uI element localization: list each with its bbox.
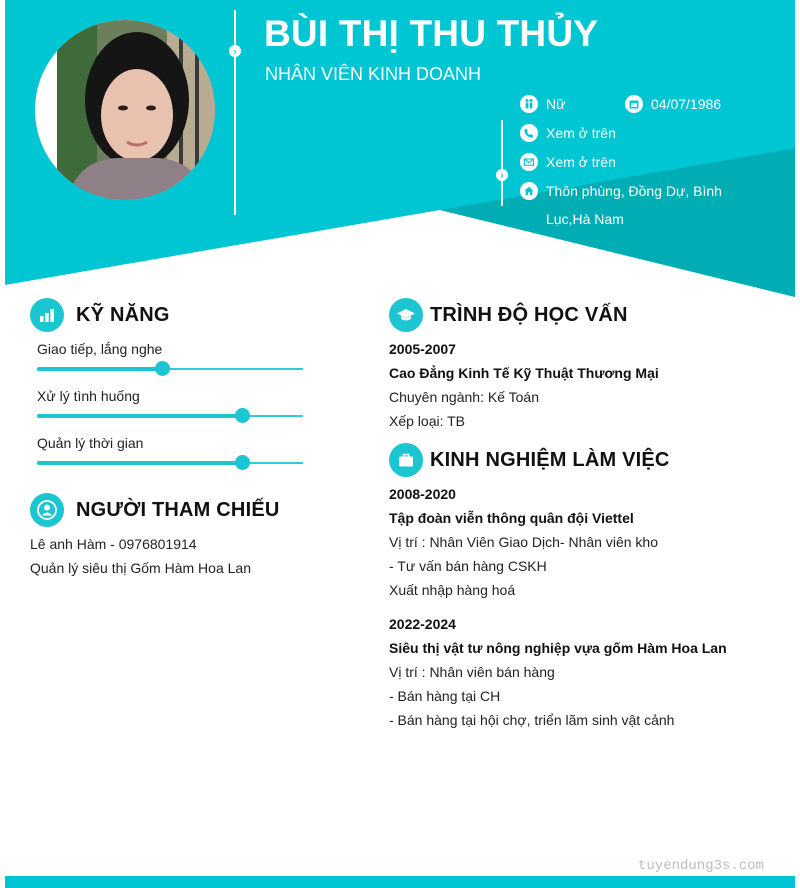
- birthday-value: 04/07/1986: [651, 96, 722, 112]
- info-gender: [520, 92, 565, 116]
- skill-bar: [37, 368, 303, 370]
- education-line: Chuyên ngành: Kế Toán: [389, 389, 539, 405]
- header-divider-line: [234, 10, 236, 215]
- skill-knob: [235, 455, 250, 470]
- info-divider-line: [501, 120, 503, 206]
- education-school: Cao Đẳng Kinh Tế Kỹ Thuật Thương Mại: [389, 365, 659, 381]
- experience-period: 2008-2020: [389, 486, 456, 502]
- info-email: [520, 150, 616, 174]
- email-icon: [520, 153, 538, 171]
- chevron-right-icon: ›: [496, 169, 508, 181]
- skill-knob: [235, 408, 250, 423]
- references-title: NGƯỜI THAM CHIẾU: [76, 498, 280, 521]
- info-address: [520, 179, 760, 233]
- candidate-name: BÙI THỊ THU THỦY: [264, 13, 599, 54]
- profile-photo: [57, 20, 215, 200]
- experience-line: Xuất nhập hàng hoá: [389, 582, 516, 598]
- info-phone: [520, 121, 616, 145]
- skills-section-header: [30, 298, 170, 332]
- address-value: Thôn phùng, Đồng Dự, Bình Lục,Hà Nam: [546, 183, 722, 227]
- experience-company: Tập đoàn viễn thông quân đội Viettel: [389, 510, 634, 526]
- experience-line: Vị trí : Nhân viên bán hàng: [389, 664, 555, 680]
- job-title: NHÂN VIÊN KINH DOANH: [265, 64, 482, 84]
- gender-value: Nữ: [546, 96, 566, 112]
- experience-title: KINH NGHIỆM LÀM VIỆC: [430, 448, 670, 471]
- chevron-right-icon: ›: [229, 45, 241, 57]
- skill-bar: [37, 462, 303, 464]
- experience-line: - Bán hàng tại hội chợ, triển lãm sinh vật cảnh: [389, 712, 675, 728]
- experience-section-header: [389, 443, 670, 477]
- graduation-cap-icon: [389, 298, 423, 332]
- gender-icon: [520, 95, 538, 113]
- bar-chart-icon: [30, 298, 64, 332]
- skill-fill: [37, 367, 162, 371]
- skill-fill: [37, 461, 242, 465]
- reference-line: Quản lý siêu thị Gốm Hàm Hoa Lan: [30, 560, 251, 576]
- experience-line: - Tư vấn bán hàng CSKH: [389, 558, 547, 574]
- watermark: tuyendung3s.com: [638, 858, 765, 874]
- skills-title: KỸ NĂNG: [76, 303, 170, 326]
- footer-bar: [5, 876, 795, 888]
- skill-knob: [155, 361, 170, 376]
- skill-label: Giao tiếp, lắng nghe: [37, 341, 163, 357]
- experience-period: 2022-2024: [389, 616, 456, 632]
- skill-fill: [37, 414, 242, 418]
- info-birthday: [625, 92, 721, 116]
- education-period: 2005-2007: [389, 341, 456, 357]
- email-value: Xem ở trên: [546, 154, 616, 170]
- education-section-header: [389, 298, 628, 332]
- skill-label: Quản lý thời gian: [37, 435, 144, 451]
- references-section-header: [30, 493, 280, 527]
- experience-company: Siêu thị vật tư nông nghiệp vựa gốm Hàm Hoa Lan: [389, 640, 727, 656]
- reference-line: Lê anh Hàm - 0976801914: [30, 536, 197, 552]
- home-icon: [520, 182, 538, 200]
- briefcase-icon: [389, 443, 423, 477]
- experience-line: Vị trí : Nhân Viên Giao Dịch- Nhân viên kho: [389, 534, 658, 550]
- phone-icon: [520, 124, 538, 142]
- calendar-icon: [625, 95, 643, 113]
- education-title: TRÌNH ĐỘ HỌC VẤN: [430, 303, 628, 326]
- education-line: Xếp loại: TB: [389, 413, 466, 429]
- avatar: [35, 20, 215, 200]
- user-icon: [30, 493, 64, 527]
- skill-bar: [37, 415, 303, 417]
- experience-line: - Bán hàng tại CH: [389, 688, 501, 704]
- phone-value: Xem ở trên: [546, 125, 616, 141]
- skill-label: Xử lý tình huống: [37, 388, 140, 404]
